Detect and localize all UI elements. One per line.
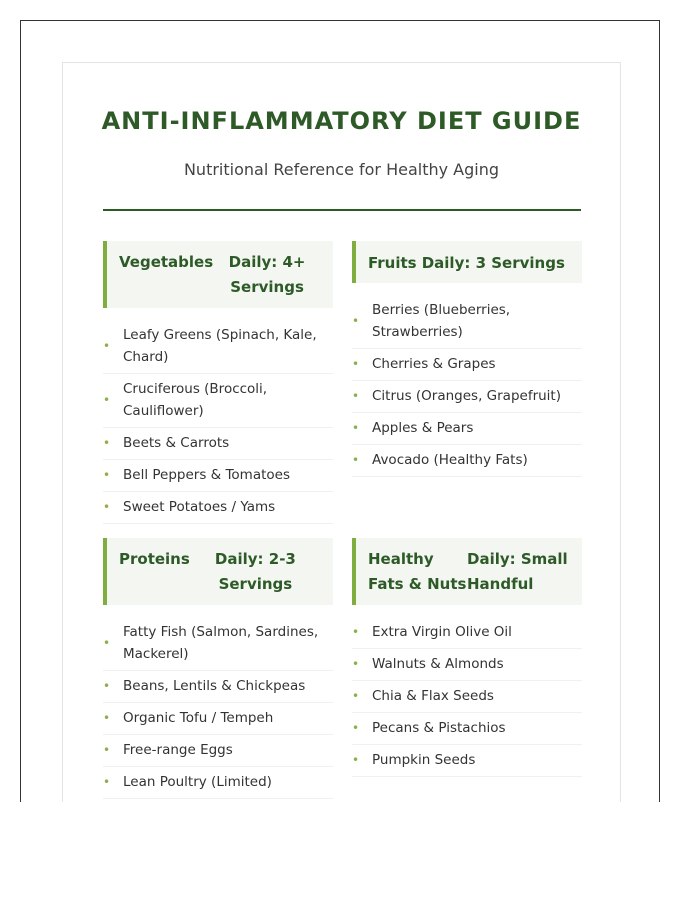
bullet-icon: • bbox=[103, 393, 111, 407]
page-title: ANTI-INFLAMMATORY DIET GUIDE bbox=[101, 107, 582, 135]
list-item: • Cherries & Grapes bbox=[352, 349, 582, 381]
page-frame bbox=[20, 20, 660, 802]
list-item: • Berries (Blueberries, Strawberries) bbox=[352, 295, 582, 349]
bullet-icon: • bbox=[103, 679, 111, 693]
section-servings: Daily: 2-3 Servings bbox=[214, 550, 296, 593]
list-item: • Chia & Flax Seeds bbox=[352, 681, 582, 713]
section-header bbox=[103, 538, 333, 605]
section-healthy-fats bbox=[352, 538, 582, 777]
list-item: • Extra Virgin Olive Oil bbox=[352, 617, 582, 649]
list-item: • Walnuts & Almonds bbox=[352, 649, 582, 681]
page-subtitle: Nutritional Reference for Healthy Aging bbox=[183, 160, 500, 179]
section-name: Healthy Fats & Nuts bbox=[368, 550, 467, 593]
bullet-icon: • bbox=[352, 657, 360, 671]
section-header bbox=[352, 241, 582, 283]
food-list bbox=[352, 617, 582, 777]
list-item: • Pecans & Pistachios bbox=[352, 713, 582, 745]
bullet-icon: • bbox=[352, 357, 360, 371]
bullet-icon: • bbox=[352, 314, 360, 328]
bullet-icon: • bbox=[352, 453, 360, 467]
food-list bbox=[103, 617, 333, 799]
bullet-icon: • bbox=[103, 468, 111, 482]
list-item: • Fatty Fish (Salmon, Sardines, Mackerel) bbox=[103, 617, 333, 671]
list-item: • Apples & Pears bbox=[352, 413, 582, 445]
bullet-icon: • bbox=[103, 436, 111, 450]
bullet-icon: • bbox=[103, 500, 111, 514]
section-header bbox=[352, 538, 582, 605]
bullet-icon: • bbox=[103, 636, 111, 650]
section-header bbox=[103, 241, 333, 308]
guide-card bbox=[62, 62, 621, 802]
list-item: • Citrus (Oranges, Grapefruit) bbox=[352, 381, 582, 413]
list-item: • Sweet Potatoes / Yams bbox=[103, 492, 333, 524]
section-vegetables bbox=[103, 241, 333, 524]
food-list bbox=[352, 295, 582, 477]
bullet-icon: • bbox=[352, 721, 360, 735]
list-item: • Beets & Carrots bbox=[103, 428, 333, 460]
bullet-icon: • bbox=[352, 689, 360, 703]
bullet-icon: • bbox=[352, 625, 360, 639]
bullet-icon: • bbox=[103, 775, 111, 789]
section-name: Proteins bbox=[119, 550, 190, 568]
section-servings: Daily: Small Handful bbox=[467, 550, 568, 593]
list-item: • Pumpkin Seeds bbox=[352, 745, 582, 777]
list-item: • Cruciferous (Broccoli, Cauliflower) bbox=[103, 374, 333, 428]
title-divider bbox=[103, 209, 581, 211]
bullet-icon: • bbox=[103, 711, 111, 725]
list-item: • Beans, Lentils & Chickpeas bbox=[103, 671, 333, 703]
bullet-icon: • bbox=[103, 743, 111, 757]
list-item: • Free-range Eggs bbox=[103, 735, 333, 767]
list-item: • Organic Tofu / Tempeh bbox=[103, 703, 333, 735]
list-item: • Leafy Greens (Spinach, Kale, Chard) bbox=[103, 320, 333, 374]
section-name: Vegetables bbox=[119, 253, 214, 271]
list-item: • Avocado (Healthy Fats) bbox=[352, 445, 582, 477]
list-item: • Bell Peppers & Tomatoes bbox=[103, 460, 333, 492]
food-list bbox=[103, 320, 333, 524]
bullet-icon: • bbox=[103, 339, 111, 353]
section-fruits bbox=[352, 241, 582, 477]
bullet-icon: • bbox=[352, 389, 360, 403]
list-item: • Lean Poultry (Limited) bbox=[103, 767, 333, 799]
section-name: Fruits bbox=[368, 254, 417, 272]
bullet-icon: • bbox=[352, 753, 360, 767]
section-proteins bbox=[103, 538, 333, 799]
bullet-icon: • bbox=[352, 421, 360, 435]
section-servings: Daily: 4+ Servings bbox=[228, 253, 306, 296]
section-servings: Daily: 3 Servings bbox=[421, 254, 565, 272]
